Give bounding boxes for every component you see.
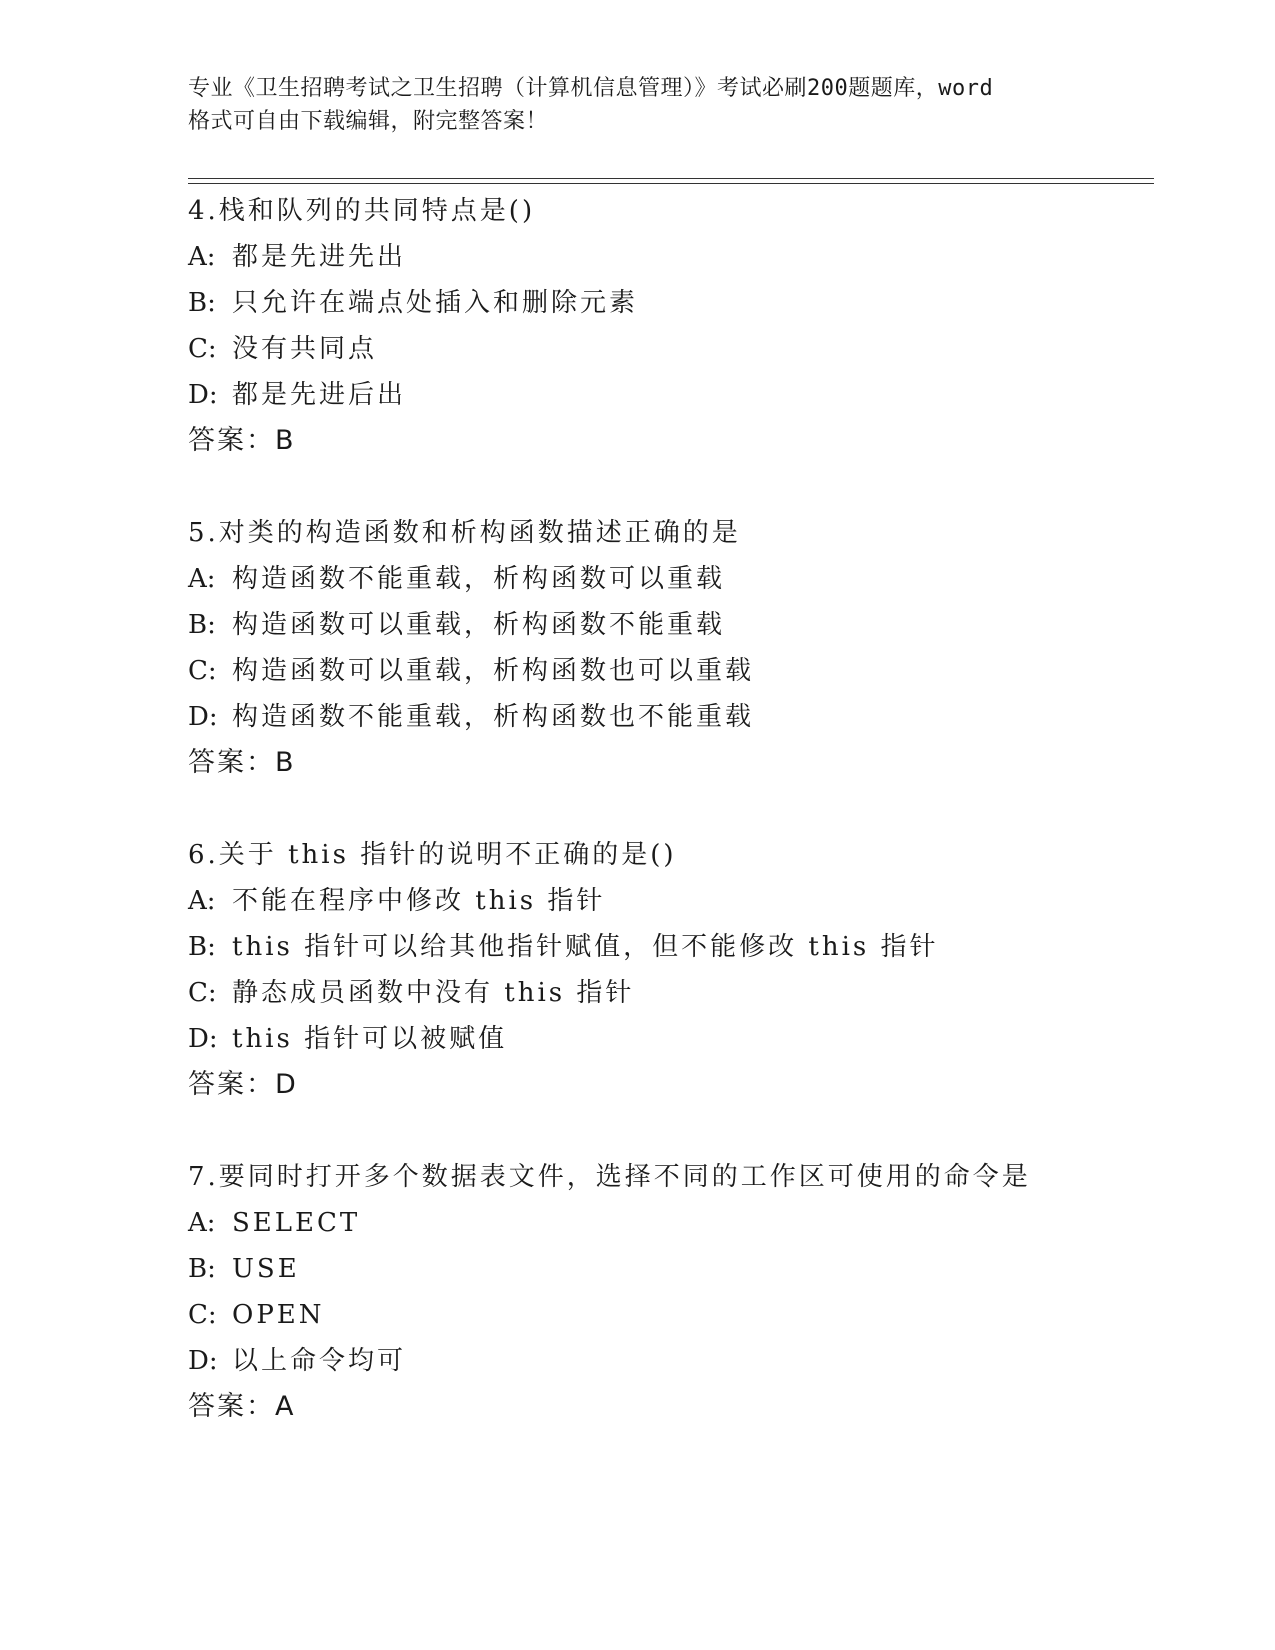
option-key: A:	[188, 242, 216, 272]
question-stem: 5.对类的构造函数和析构函数描述正确的是	[188, 518, 741, 548]
option-text: 构造函数不能重载，析构函数也不能重载	[232, 702, 755, 732]
question-stem: 7.要同时打开多个数据表文件，选择不同的工作区可使用的命令是	[188, 1162, 1031, 1192]
option-text: this 指针可以给其他指针赋值，但不能修改 this 指针	[232, 932, 939, 962]
header-divider-top	[188, 178, 1154, 179]
option-text: OPEN	[232, 1300, 325, 1330]
option-b	[188, 924, 1148, 970]
question-5	[188, 510, 1148, 786]
option-c	[188, 1292, 1148, 1338]
question-7	[188, 1154, 1148, 1430]
option-text: 不能在程序中修改 this 指针	[232, 886, 606, 916]
question-6	[188, 832, 1148, 1108]
option-key: D:	[188, 380, 218, 410]
option-c	[188, 326, 1148, 372]
option-a	[188, 234, 1148, 280]
option-b	[188, 280, 1148, 326]
option-d	[188, 1338, 1148, 1384]
option-key: C:	[188, 334, 217, 364]
header-divider-bottom	[188, 183, 1154, 184]
question-stem: 4.栈和队列的共同特点是()	[188, 196, 536, 226]
option-key: D:	[188, 1346, 218, 1376]
header-line-2: 格式可自由下载编辑，附完整答案！	[188, 109, 549, 134]
question-4	[188, 188, 1148, 464]
option-text: this 指针可以被赋值	[232, 1024, 508, 1054]
option-text: 都是先进后出	[232, 380, 407, 410]
option-key: A:	[188, 886, 216, 916]
answer-line: 答案：B	[188, 747, 296, 778]
option-b	[188, 1246, 1148, 1292]
option-c	[188, 970, 1148, 1016]
option-text: USE	[232, 1254, 300, 1284]
option-key: B:	[188, 932, 216, 962]
option-key: C:	[188, 978, 217, 1008]
option-key: B:	[188, 610, 216, 640]
option-c	[188, 648, 1148, 694]
option-key: B:	[188, 1254, 216, 1284]
option-key: D:	[188, 1024, 218, 1054]
option-key: D:	[188, 702, 218, 732]
option-d	[188, 694, 1148, 740]
option-text: 静态成员函数中没有 this 指针	[232, 978, 635, 1008]
option-key: A:	[188, 564, 216, 594]
option-key: C:	[188, 656, 217, 686]
option-text: SELECT	[232, 1208, 361, 1238]
option-text: 构造函数可以重载，析构函数也可以重载	[232, 656, 755, 686]
option-a	[188, 1200, 1148, 1246]
document-header	[188, 72, 1088, 138]
option-d	[188, 1016, 1148, 1062]
option-text: 构造函数可以重载，析构函数不能重载	[232, 610, 726, 640]
option-text: 都是先进先出	[232, 242, 407, 272]
option-key: A:	[188, 1208, 216, 1238]
option-d	[188, 372, 1148, 418]
option-b	[188, 602, 1148, 648]
answer-line: 答案：B	[188, 425, 296, 456]
option-a	[188, 878, 1148, 924]
answer-line: 答案：D	[188, 1069, 298, 1100]
option-text: 没有共同点	[232, 334, 378, 364]
header-line-1: 专业《卫生招聘考试之卫生招聘（计算机信息管理）》考试必刷200题题库，word	[188, 76, 994, 101]
option-text: 以上命令均可	[232, 1346, 407, 1376]
question-list	[188, 188, 1148, 1476]
option-key: B:	[188, 288, 216, 318]
option-key: C:	[188, 1300, 217, 1330]
option-text: 构造函数不能重载，析构函数可以重载	[232, 564, 726, 594]
question-stem: 6.关于 this 指针的说明不正确的是()	[188, 840, 677, 870]
option-a	[188, 556, 1148, 602]
option-text: 只允许在端点处插入和删除元素	[232, 288, 639, 318]
answer-line: 答案：A	[188, 1391, 296, 1422]
